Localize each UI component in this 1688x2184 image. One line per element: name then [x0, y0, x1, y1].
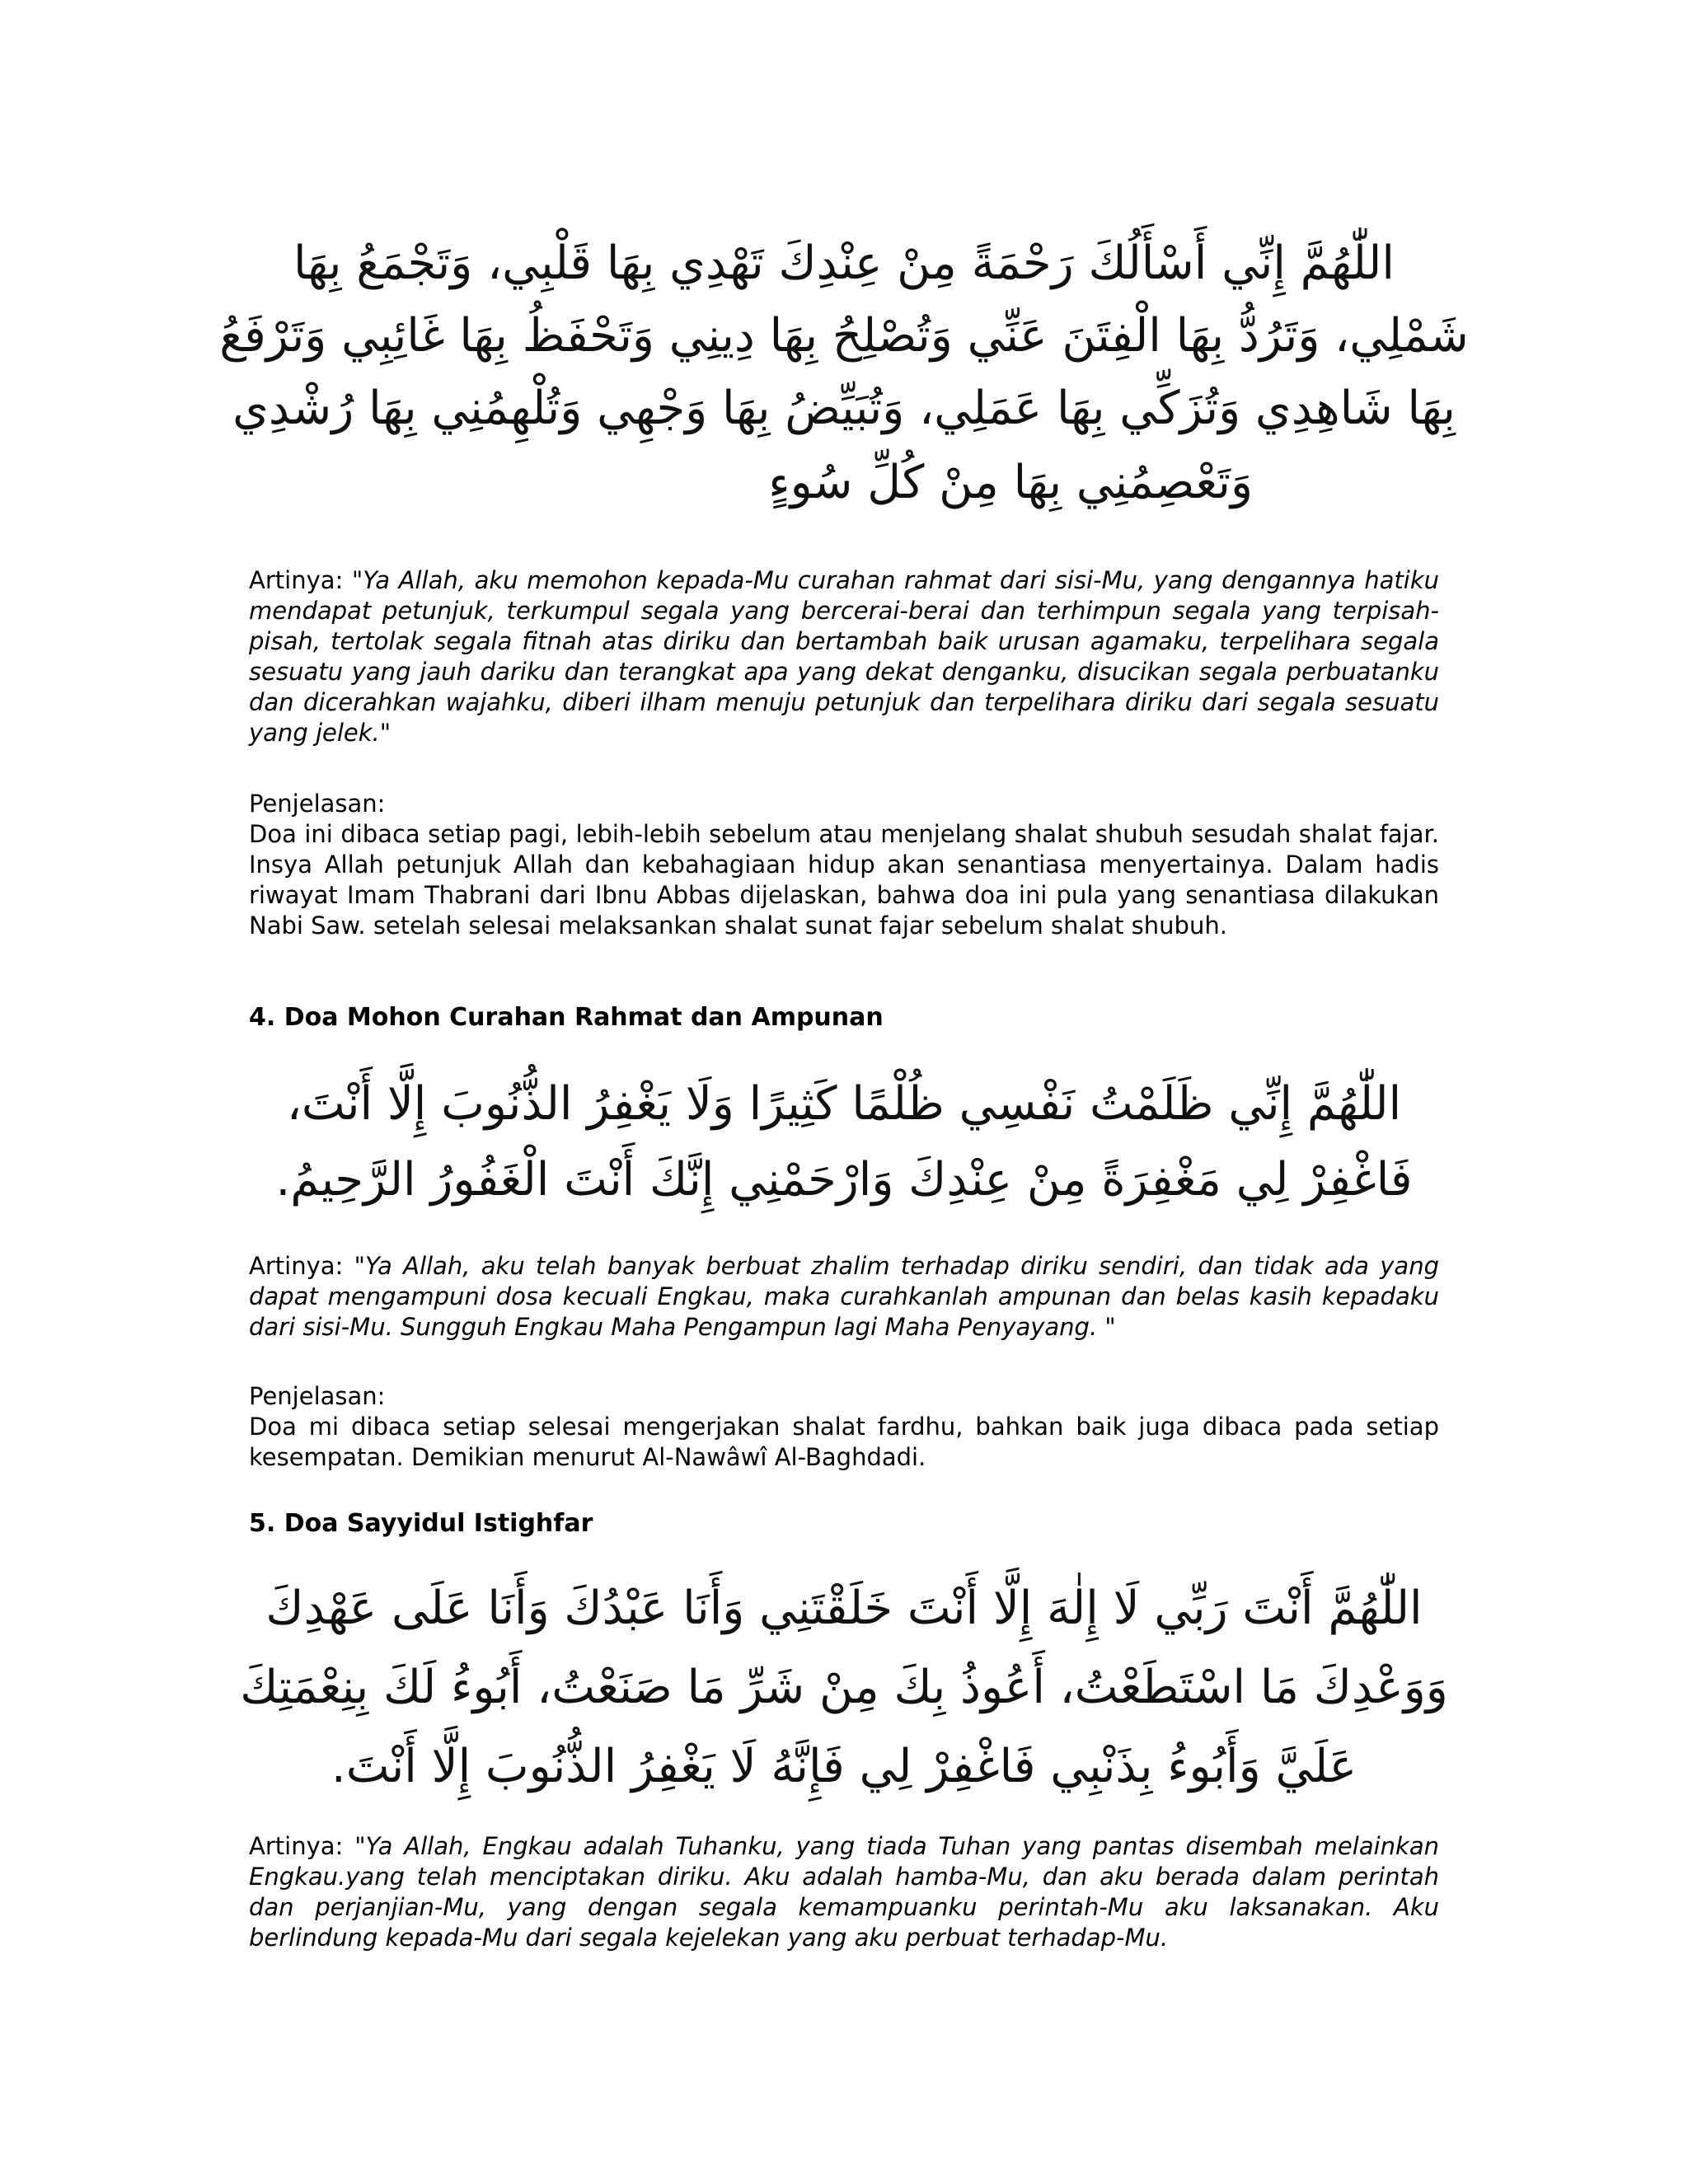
arabic-line: اللّٰهُمَّ أَنْتَ رَبِّي لَا إِلٰهَ إِلَّا أَنْتَ خَلَقْتَنِي وَأَنَا عَبْدُكَ وَأَنَا عَلَى عَهْدِكَ	[265, 1582, 1423, 1635]
arabic-line: فَاغْفِرْ لِي مَغْفِرَةً مِنْ عِنْدِكَ وَارْحَمْنِي إِنَّكَ أَنْتَ الْغَفُورُ الرَّحِيمُ.	[275, 1153, 1413, 1207]
explanation-paragraph: Doa ini dibaca setiap pagi, lebih-lebih sebelum atau menjelang shalat shubuh sesudah shalat fajar. Insya Allah petunjuk Allah dan kebahagiaan hidup akan senantiasa menyertainya. Dalam hadis riwayat Imam Thabrani dari Ibnu Abbas dijelaskan, bahwa doa ini pula yang senantiasa dilakukan Nabi Saw. setelah selesai melaksankan shalat sunat fajar sebelum shalat shubuh.	[249, 820, 1439, 940]
penjelasan-label: Penjelasan:	[249, 790, 386, 818]
arabic-line: بِهَا شَاهِدِي وَتُزَكِّي بِهَا عَمَلِي، وَتُبَيِّضُ بِهَا وَجْهِي وَتُلْهِمُنِي بِهَا رُشْدِي	[232, 382, 1456, 435]
section-heading: 5. Doa Sayyidul Istighfar	[249, 1509, 593, 1538]
artinya-text: "Ya Allah, aku memohon kepada-Mu curahan rahmat dari sisi-Mu, yang dengannya hatiku mendapat petunjuk, terkumpul segala yang bercerai-berai dan terhimpun segala yang terpisah-pisah, tertolak segala fitnah atas diriku dan bertambah baik urusan agamaku, terpelihara segala sesuatu yang jauh dariku dan terangkat apa yang dekat denganku, disucikan segala perbuatanku dan dicerahkan wajahku, diberi ilham menuju petunjuk dan terpelihara diriku dari segala sesuatu yang jelek."	[249, 566, 1439, 747]
penjelasan-label: Penjelasan:	[249, 1382, 386, 1410]
explanation-paragraph: Doa mi dibaca setiap selesai mengerjakan shalat fardhu, bahkan baik juga dibaca pada setiap kesempatan. Demikian menurut Al-Nawâwî Al-Baghdadi.	[249, 1413, 1439, 1471]
arabic-line: عَلَيَّ وَأَبُوءُ بِذَنْبِي فَاغْفِرْ لِي فَإِنَّهُ لَا يَغْفِرُ الذُّنُوبَ إِلَّا أَنْتَ.	[331, 1740, 1357, 1793]
artinya-label: Artinya:	[249, 566, 352, 594]
arabic-line: شَمْلِي، وَتَرُدُّ بِهَا الْفِتَنَ عَنِّي وَتُصْلِحُ بِهَا دِينِي وَتَحْفَظُ بِهَا غَائِبِي وَتَرْفَعُ	[219, 309, 1469, 363]
arabic-line: اللّٰهُمَّ إِنِّي ظَلَمْتُ نَفْسِي ظُلْمًا كَثِيرًا وَلَا يَغْفِرُ الذُّنُوبَ إِلَّا أَنْتَ،	[286, 1077, 1402, 1131]
translation-paragraph	[249, 1251, 1439, 1343]
artinya-text: "Ya Allah, aku telah banyak berbuat zhalim terhadap diriku sendiri, dan tidak ada yang dapat mengampuni dosa kecuali Engkau, maka curahkanlah ampunan dan belas kasih kepadaku dari sisi-Mu. Sungguh Engkau Maha Pengampun lagi Maha Penyayang. "	[249, 1252, 1439, 1341]
arabic-line: وَوَعْدِكَ مَا اسْتَطَعْتُ، أَعُوذُ بِكَ مِنْ شَرِّ مَا صَنَعْتُ، أَبُوءُ لَكَ بِنِعْمَتِكَ	[240, 1661, 1448, 1714]
translation-paragraph	[249, 1831, 1439, 1953]
artinya-label: Artinya:	[249, 1252, 354, 1280]
artinya-label: Artinya:	[249, 1832, 355, 1860]
translation-paragraph	[249, 565, 1439, 748]
artinya-text: "Ya Allah, Engkau adalah Tuhanku, yang tiada Tuhan yang pantas disembah melainkan Engkau.yang telah menciptakan diriku. Aku adalah hamba-Mu, dan aku berada dalam perintah dan perjanjian-Mu, yang dengan segala kemampuanku perintah-Mu aku laksanakan. Aku berlindung kepada-Mu dari segala kejelekan yang aku perbuat terhadap-Mu.	[249, 1832, 1439, 1952]
arabic-line: وَتَعْصِمُنِي بِهَا مِنْ كُلِّ سُوءٍ	[768, 456, 1253, 509]
section-heading: 4. Doa Mohon Curahan Rahmat dan Ampunan	[249, 1003, 884, 1032]
arabic-line: اللّٰهُمَّ إِنِّي أَسْأَلُكَ رَحْمَةً مِنْ عِنْدِكَ تَهْدِي بِهَا قَلْبِي، وَتَجْمَعُ بِهَا	[293, 237, 1395, 290]
